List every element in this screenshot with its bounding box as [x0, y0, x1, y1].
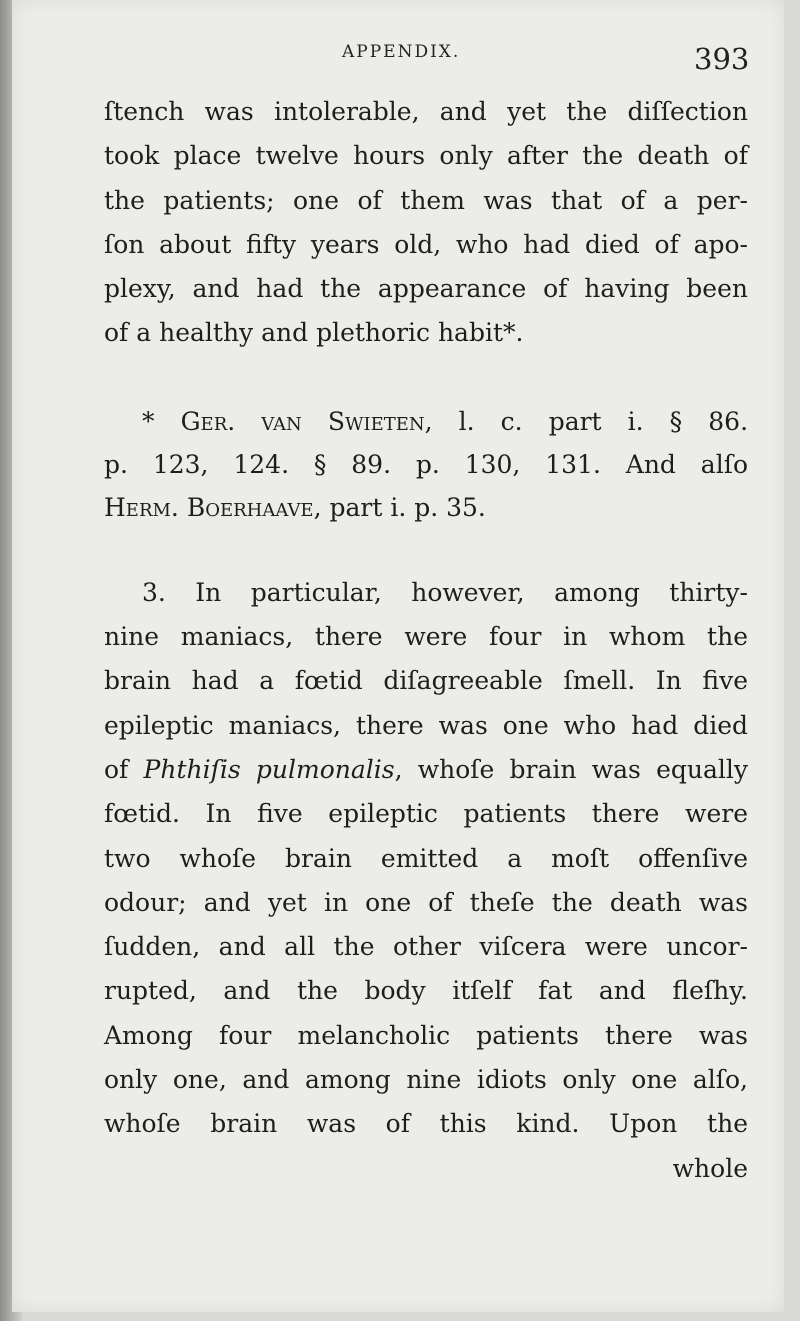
text-line: the patients; one of them was that of a per-: [104, 185, 748, 215]
text-line: of a healthy and plethoric habit*.: [104, 318, 524, 348]
book-page: [12, 0, 784, 1312]
text-line: two whoſe brain emitted a moſt offenſive: [104, 843, 748, 873]
paragraph-1: [104, 90, 748, 356]
text-line: fœtid. In five epileptic patients there were: [104, 799, 748, 829]
running-head: APPENDIX.: [342, 42, 461, 62]
text-line: ſudden, and all the other viſcera were uncor-: [104, 932, 748, 962]
text-line: Among four melancholic patients there was: [104, 1020, 748, 1050]
footnote-line: Herm. Boerhaave, part i. p. 35.: [104, 492, 486, 522]
author-name: Herm. Boerhaave: [104, 492, 314, 522]
footnote-line: p. 123, 124. § 89. p. 130, 131. And alſo: [104, 449, 748, 479]
italic-term: Phthiſis pulmonalis: [143, 754, 395, 784]
page-body: [104, 90, 748, 1191]
text-line: nine maniacs, there were four in whom the: [104, 622, 748, 652]
text-line: of Phthiſis pulmonalis, whoſe brain was equally: [104, 754, 748, 784]
text-line: epileptic maniacs, there was one who had died: [104, 710, 748, 740]
page-number: 393: [694, 42, 750, 76]
catchword: whole: [672, 1153, 748, 1183]
author-name: Ger.: [180, 406, 236, 436]
text-line: whoſe brain was of this kind. Upon the: [104, 1109, 748, 1139]
text-line: ſon about fifty years old, who had died of apo-: [104, 229, 748, 259]
text-line: took place twelve hours only after the death of: [104, 141, 748, 171]
text-line: ſtench was intolerable, and yet the diſſection: [104, 97, 748, 126]
footnote-line: * Ger. van Swieten, l. c. part i. § 86.: [142, 406, 749, 436]
page-header: [12, 36, 784, 76]
text-line: only one, and among nine idiots only one alſo,: [104, 1065, 748, 1095]
paragraph-2: [104, 571, 748, 1191]
author-name: van Swieten: [261, 406, 425, 436]
text-line: 3. In particular, however, among thirty-: [142, 577, 748, 607]
text-line: brain had a fœtid diſagreeable ſmell. In five: [104, 666, 748, 696]
text-line: odour; and yet in one of theſe the death was: [104, 887, 748, 917]
text-line: rupted, and the body itſelf fat and fleſhy.: [104, 976, 748, 1006]
text-line: plexy, and had the appearance of having been: [104, 274, 748, 304]
footnote: [104, 400, 748, 529]
